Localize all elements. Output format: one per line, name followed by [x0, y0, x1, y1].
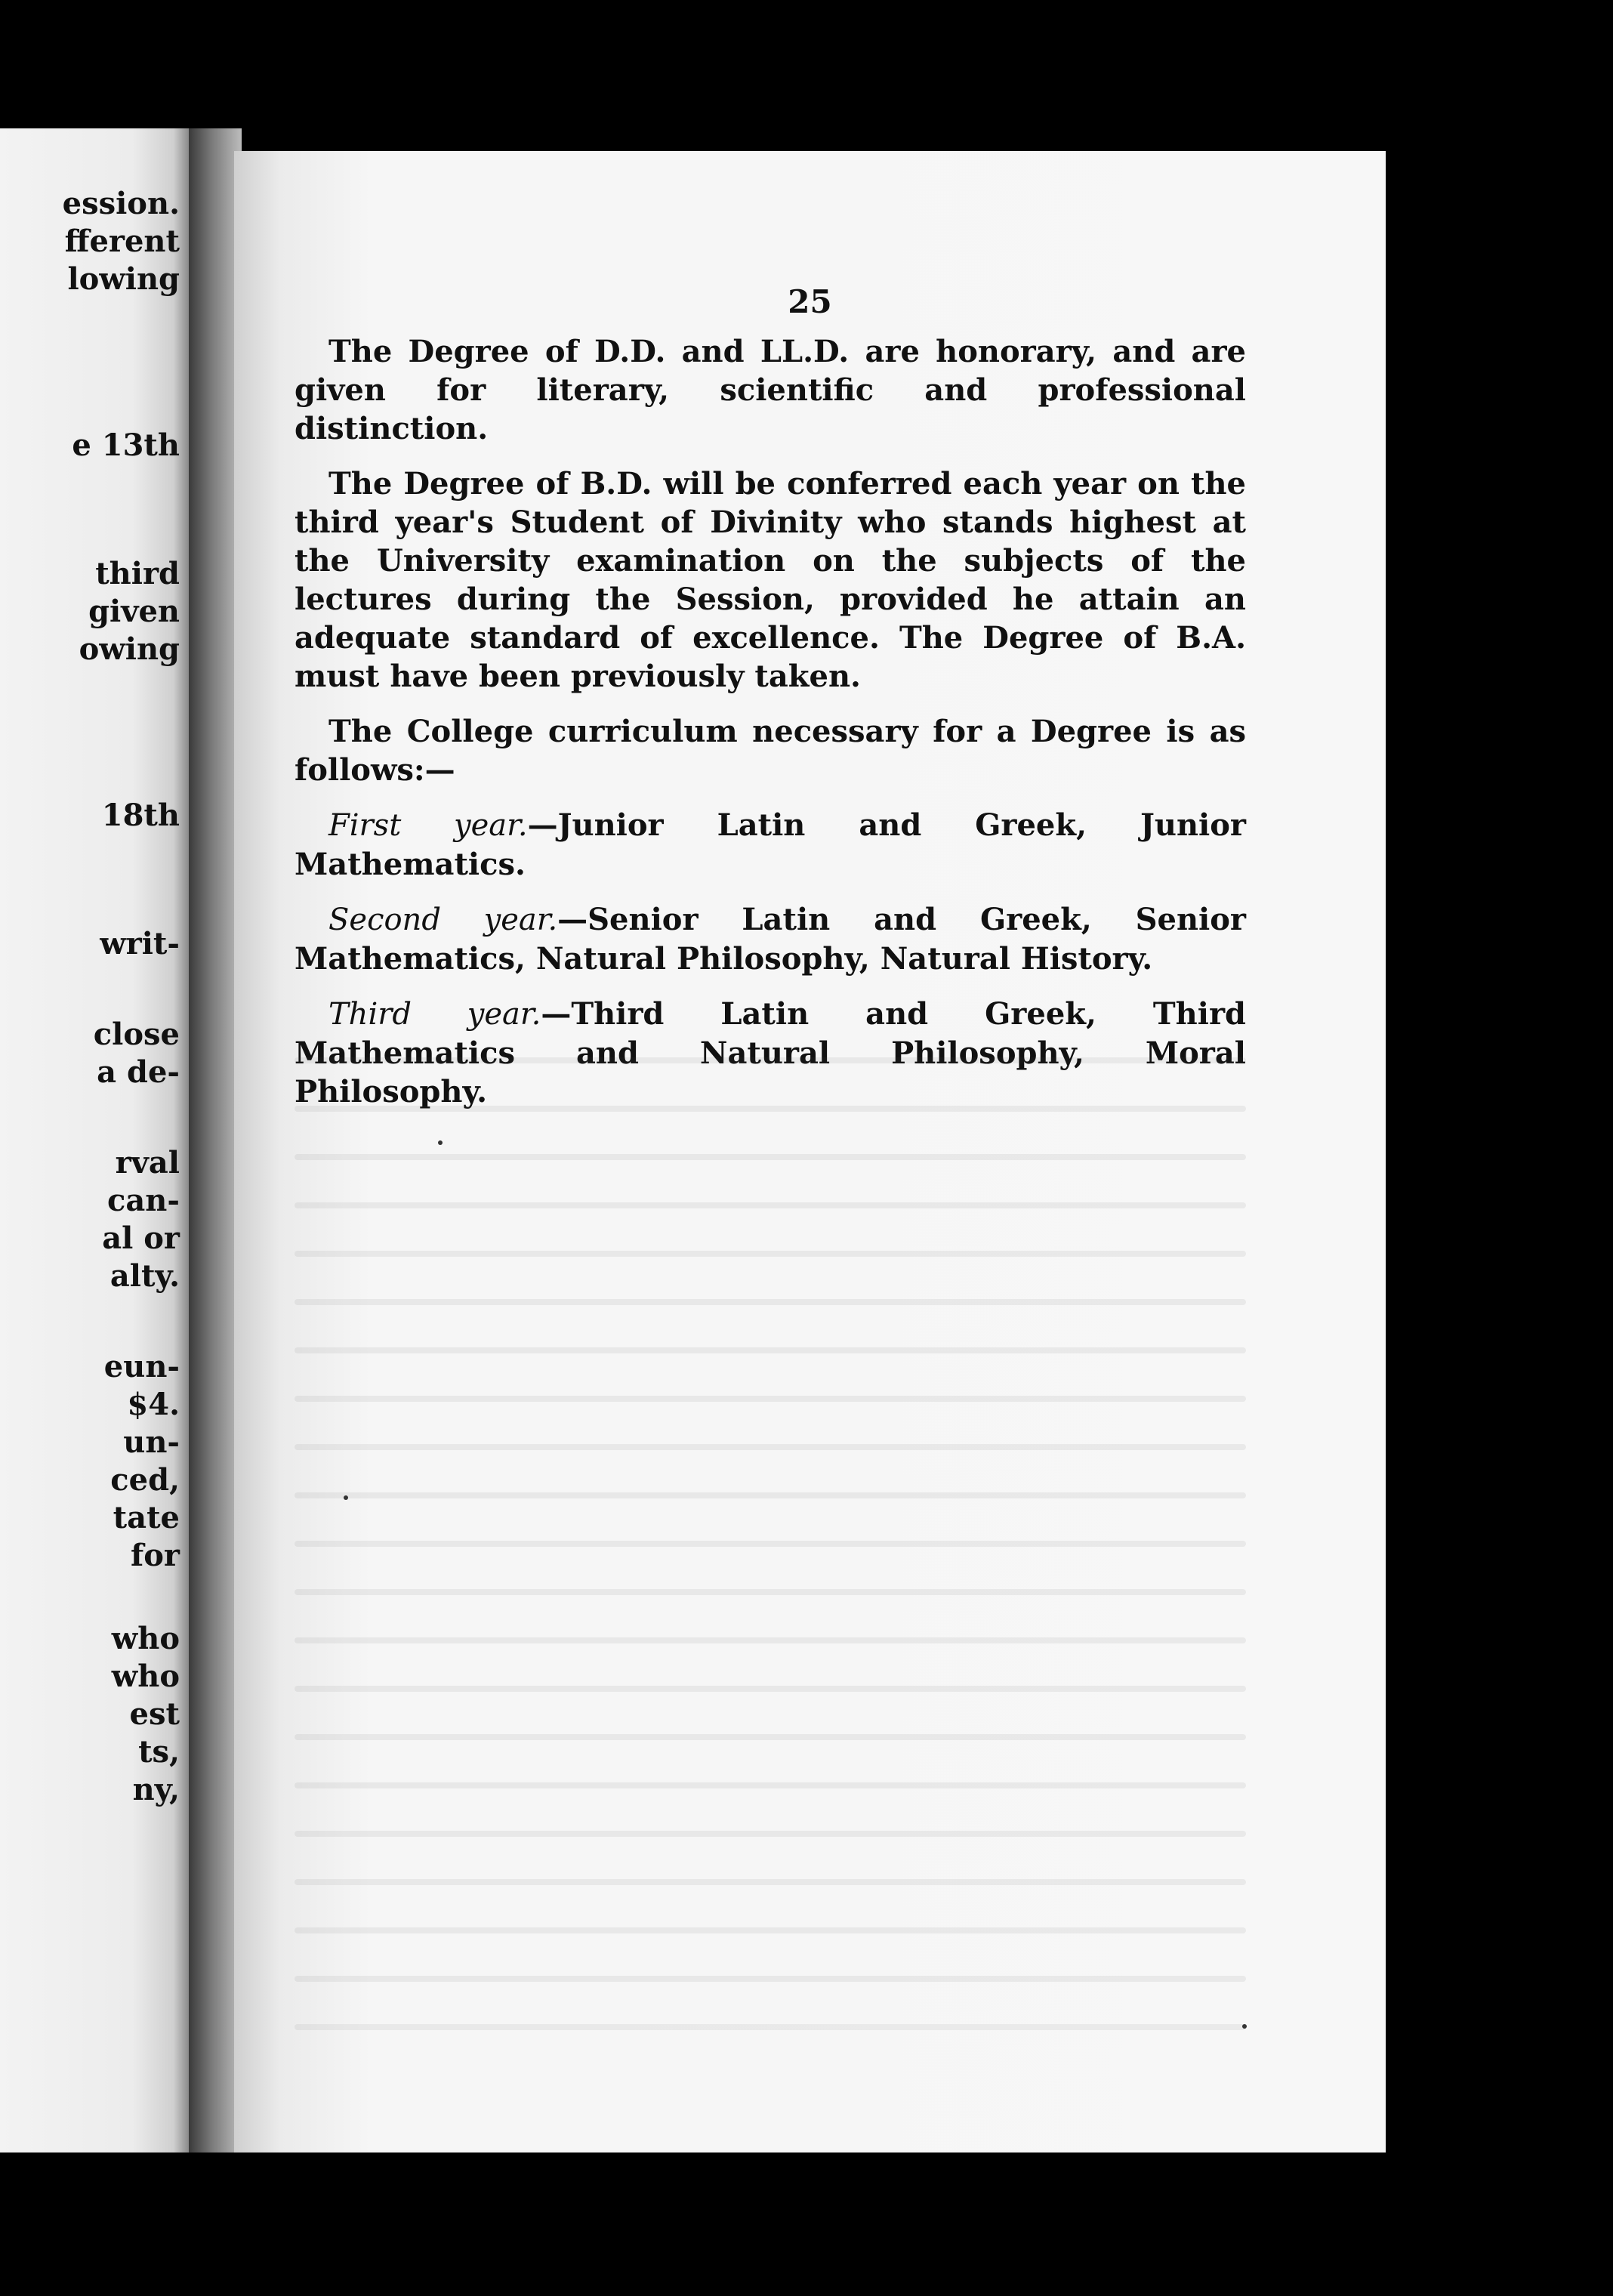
paragraph-curriculum-intro [295, 712, 1246, 789]
year-label: Second year. [328, 903, 558, 937]
year-label: Third year. [328, 997, 541, 1032]
previous-page-line: rval [115, 1145, 180, 1180]
previous-page-line: lowing [67, 261, 180, 297]
previous-page-line: can- [107, 1183, 180, 1218]
previous-page-line: a de- [97, 1054, 180, 1090]
paragraph-text: —Junior Latin and Greek, Junior Mathematics. [295, 807, 1246, 882]
previous-page-line: fferent [64, 224, 180, 259]
paragraph-first-year [295, 806, 1246, 884]
previous-page-line: alty. [109, 1258, 180, 1294]
ink-speck [438, 1140, 443, 1145]
previous-page-line: given [88, 594, 180, 629]
previous-page-line: al or [102, 1221, 180, 1256]
previous-page-line: who [111, 1659, 180, 1694]
paragraph-text: The College curriculum necessary for a Degree is as follows:— [295, 714, 1246, 788]
previous-page-line: third [95, 556, 180, 591]
previous-page-line: un- [123, 1424, 180, 1460]
previous-page-line: ced, [110, 1462, 180, 1498]
show-through-from-reverse [295, 1057, 1246, 2115]
page-number: 25 [788, 283, 832, 320]
paragraph-text: The Degree of B.D. will be conferred each year on the third year's Student of Divinity who stands highest at the University examination on the subjects of the lectures during the Session, provided he attain an adequate standard of excellence. The Degree of B.A. must have been previously taken. [295, 466, 1246, 694]
paragraph-text: —Third Latin and Greek, Third Mathematics and Natural Philosophy, Moral Philosophy. [295, 996, 1247, 1109]
previous-page-edge [0, 128, 189, 2152]
paragraph-text: The Degree of D.D. and LL.D. are honorary, and are given for literary, scientific and professional distinction. [295, 334, 1246, 446]
ink-speck [344, 1495, 348, 1500]
previous-page-line: ny, [132, 1772, 180, 1807]
previous-page-line: owing [79, 631, 180, 667]
previous-page-line: writ- [100, 926, 180, 961]
previous-page-line: ts, [138, 1734, 180, 1770]
previous-page-line: who [111, 1621, 180, 1656]
page [234, 151, 1386, 2152]
paragraph-honorary-degrees [295, 332, 1246, 448]
page-body [295, 332, 1246, 1128]
year-label: First year. [328, 808, 528, 843]
paragraph-text: —Senior Latin and Greek, Senior Mathematics, Natural Philosophy, Natural History. [295, 902, 1246, 977]
previous-page-line: ession. [62, 186, 180, 221]
previous-page-line: tate [113, 1500, 180, 1535]
previous-page-line: for [131, 1538, 180, 1573]
paragraph-second-year [295, 900, 1246, 978]
previous-page-line: eun- [103, 1349, 180, 1384]
previous-page-line: e 13th [72, 427, 180, 463]
previous-page-line: est [129, 1696, 180, 1732]
ink-speck [1242, 2024, 1247, 2029]
paragraph-bd-degree [295, 464, 1246, 696]
previous-page-line: close [93, 1017, 180, 1052]
previous-page-line: 18th [101, 798, 180, 833]
previous-page-line: $4. [127, 1387, 180, 1422]
